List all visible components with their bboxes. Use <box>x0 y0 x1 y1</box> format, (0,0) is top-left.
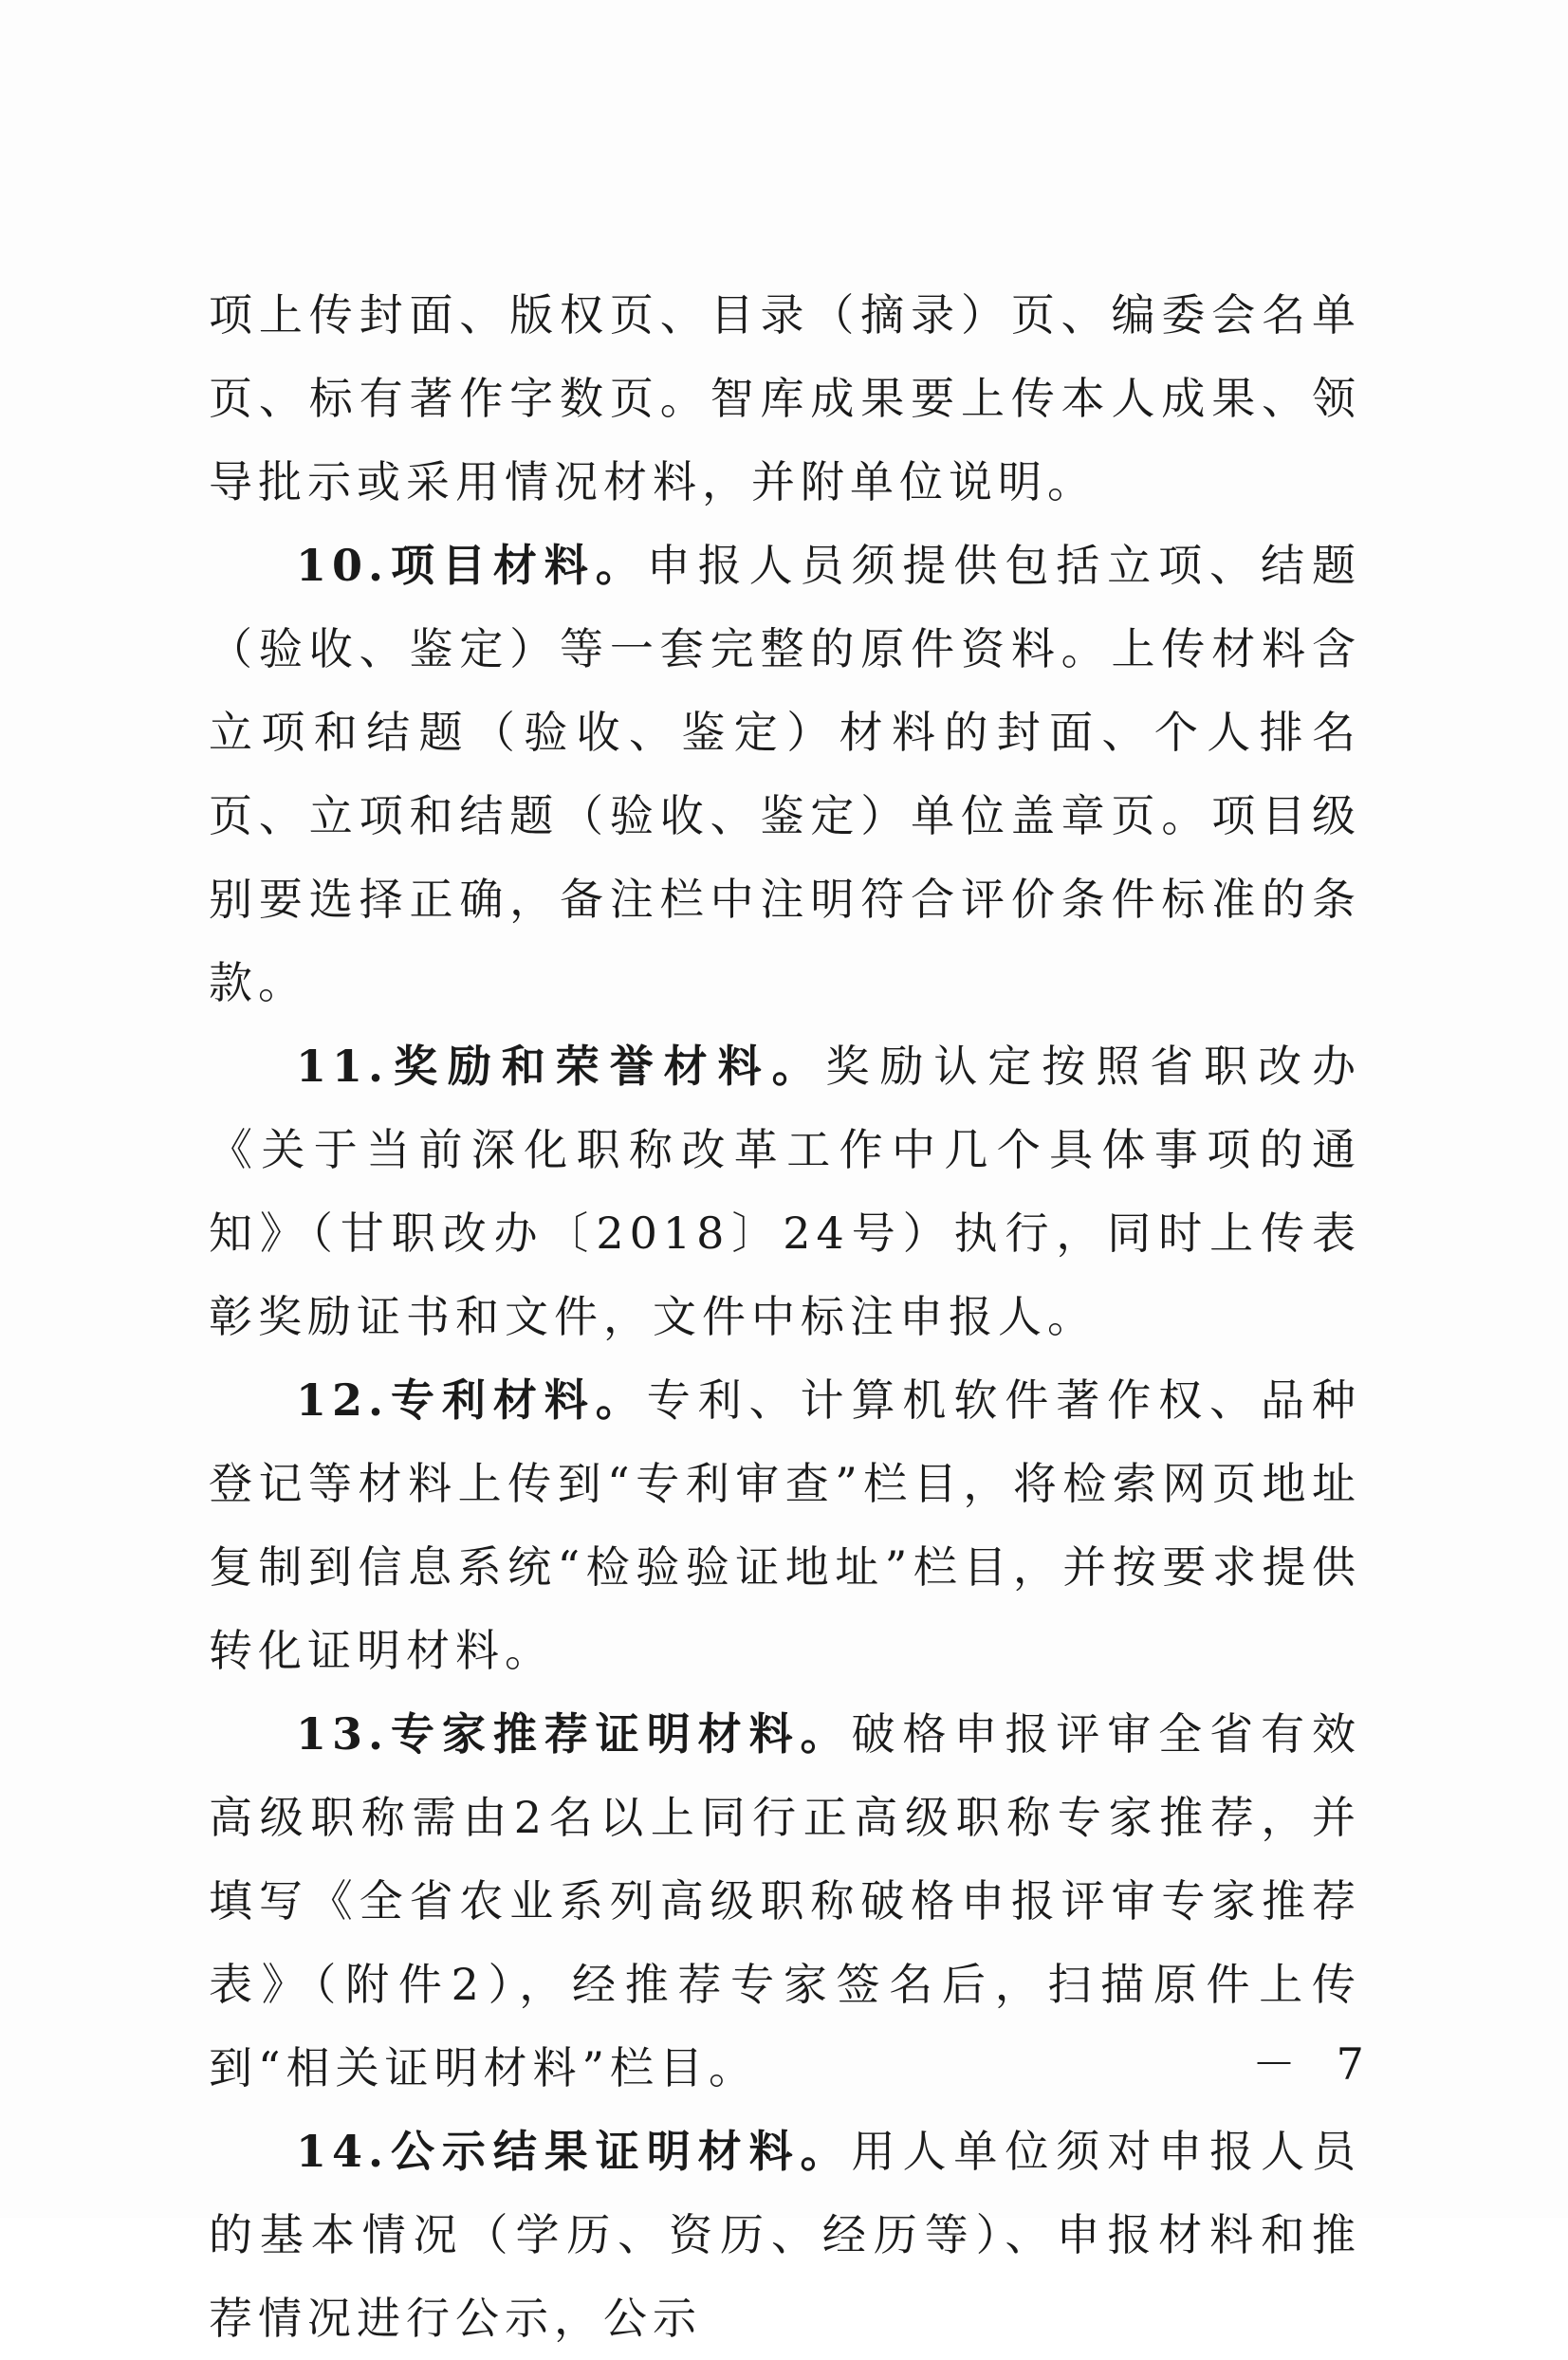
paragraph-text: 用人单位须对申报人员的基本情况（学历、资历、经历等）、申报材料和推荐情况进行公示，公示 <box>209 2126 1362 2344</box>
paragraph-project-materials <box>209 524 1361 1024</box>
page-number: － 7 <box>1252 2038 1377 2090</box>
document-body <box>209 273 1361 2360</box>
paragraph-awards-materials <box>209 1024 1361 1358</box>
paragraph-text: 奖励认定按照省职改办《关于当前深化职称改革工作中几个具体事项的通知》（甘职改办〔2018〕24号）执行，同时上传表彰奖励证书和文件，文件中标注申报人。 <box>209 1041 1362 1342</box>
paragraph-heading: 14.公示结果证明材料。 <box>296 2126 852 2177</box>
paragraph-publicity-results <box>209 2110 1361 2360</box>
paragraph-text: 项上传封面、版权页、目录（摘录）页、编委会名单页、标有著作字数页。智库成果要上传本人成果、领导批示或采用情况材料，并附单位说明。 <box>209 289 1361 507</box>
paragraph-text: 专利、计算机软件著作权、品种登记等材料上传到“专利审查”栏目，将检索网页地址复制到信息系统“检验验证地址”栏目，并按要求提供转化证明材料。 <box>209 1374 1361 1676</box>
paragraph-heading: 13.专家推荐证明材料。 <box>296 1708 852 1760</box>
paragraph-heading: 10.项目材料。 <box>296 540 647 591</box>
paragraph-continued <box>209 273 1361 524</box>
paragraph-expert-recommendation <box>209 1692 1361 2110</box>
paragraph-heading: 11.奖励和荣誉材料。 <box>296 1041 826 1092</box>
paragraph-heading: 12.专利材料。 <box>296 1374 647 1426</box>
paragraph-text: 申报人员须提供包括立项、结题（验收、鉴定）等一套完整的原件资料。上传材料含立项和结题（验收、鉴定）材料的封面、个人排名页、立项和结题（验收、鉴定）单位盖章页。项目级别要选择正确，备注栏中注明符合评价条件标准的条款。 <box>209 540 1361 1008</box>
paragraph-text: 破格申报评审全省有效高级职称需由2名以上同行正高级职称专家推荐，并填写《全省农业系列高级职称破格申报评审专家推荐表》（附件2），经推荐专家签名后，扫描原件上传到“相关证明材料”栏目。 <box>209 1708 1362 2093</box>
paragraph-patent-materials <box>209 1358 1361 1692</box>
